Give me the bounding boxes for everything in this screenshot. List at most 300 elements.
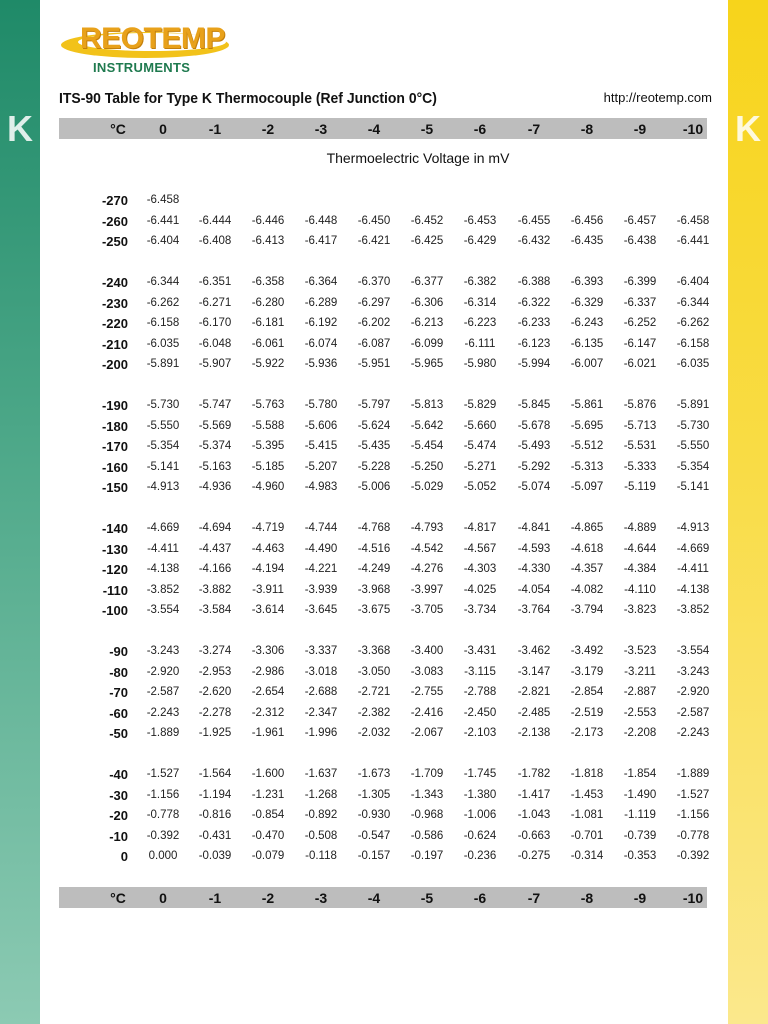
voltage-cell: -2.755 [410,686,444,699]
voltage-cell: -1.453 [570,788,604,801]
voltage-cell: -1.268 [304,788,338,801]
voltage-cell: -0.968 [410,809,444,822]
row-temperature-label: -70 [109,685,128,701]
voltage-cell: -6.192 [304,317,338,330]
table-row [0,460,768,478]
row-temperature-label: -110 [102,582,128,598]
voltage-cell: -5.250 [410,460,444,473]
voltage-cell: -0.118 [305,850,337,863]
voltage-cell: -5.994 [517,358,551,371]
header-offset-cell: -3 [314,121,328,137]
header-offset-cell: -8 [580,890,594,906]
voltage-cell: -6.446 [251,214,285,227]
row-temperature-label: -230 [101,295,128,311]
voltage-cell: -5.052 [463,481,497,494]
voltage-cell: -6.099 [410,337,444,350]
voltage-cell: -6.458 [676,214,710,227]
voltage-cell: -6.364 [304,276,338,288]
row-temperature-label: 0 [120,849,128,865]
voltage-cell: -1.854 [623,768,657,780]
voltage-cell: -4.744 [304,522,338,534]
voltage-cell: -5.415 [304,440,338,453]
row-temperature-label: -210 [101,336,128,352]
voltage-cell: -3.764 [517,604,551,617]
voltage-cell: -1.081 [570,809,604,822]
voltage-cell: -5.829 [463,399,497,411]
reotemp-logo[interactable] [60,12,240,82]
voltage-cell: -6.429 [463,235,497,248]
voltage-cell: -3.939 [304,583,338,596]
voltage-cell: -0.508 [304,829,338,842]
voltage-cell: -2.788 [463,686,497,699]
voltage-cell: -6.358 [251,276,285,288]
voltage-cell: -0.930 [357,809,391,822]
voltage-cell: -2.208 [623,727,657,740]
voltage-cell: -4.593 [517,542,551,555]
voltage-cell: -6.382 [463,276,497,288]
voltage-cell: -6.158 [146,317,180,330]
voltage-cell: -3.794 [570,604,604,617]
voltage-cell: -6.252 [623,317,657,330]
voltage-cell: -4.936 [198,481,232,494]
voltage-cell: -5.747 [198,399,232,411]
table-row [0,685,768,703]
row-temperature-label: -140 [101,521,128,536]
voltage-cell: -6.344 [146,276,180,288]
voltage-cell: -0.431 [198,829,232,842]
voltage-cell: -6.404 [146,235,180,248]
voltage-cell: -6.457 [623,214,657,227]
voltage-cell: -1.194 [198,788,232,801]
voltage-cell: -6.297 [357,296,391,309]
voltage-cell: -0.739 [623,829,657,842]
table-row [0,316,768,334]
voltage-cell: -5.292 [517,460,551,473]
voltage-cell: -5.313 [570,460,604,473]
voltage-cell: -4.865 [570,522,604,534]
voltage-cell: -2.688 [304,686,338,699]
voltage-cell: -4.330 [517,563,551,576]
voltage-cell: -6.243 [570,317,604,330]
voltage-cell: -4.054 [517,583,551,596]
voltage-cell: -6.233 [517,317,551,330]
voltage-cell: -6.271 [198,296,232,309]
voltage-cell: -0.663 [517,829,551,842]
voltage-cell: -5.474 [463,440,497,453]
voltage-cell: -0.816 [198,809,232,822]
voltage-cell: -5.006 [357,481,391,494]
voltage-cell: -0.079 [251,850,285,863]
row-temperature-label: -40 [109,767,128,782]
voltage-cell: -6.388 [517,276,551,288]
row-temperature-label: -160 [101,459,128,475]
header-offset-cell: -3 [314,890,328,906]
voltage-cell: -6.448 [304,214,338,227]
voltage-cell: -6.147 [623,337,657,350]
voltage-cell: -5.922 [251,358,285,371]
voltage-cell: -1.343 [410,788,444,801]
voltage-cell: -5.730 [676,419,710,432]
voltage-cell: -1.527 [676,788,710,801]
voltage-cell: -5.951 [357,358,391,371]
voltage-cell: -3.645 [304,604,338,617]
voltage-cell: -1.305 [357,788,391,801]
voltage-cell: -5.588 [251,419,285,432]
voltage-cell: -6.452 [410,214,444,227]
voltage-cell: -3.734 [463,604,497,617]
voltage-cell: -3.274 [198,645,232,657]
voltage-cell: -0.892 [304,809,338,822]
voltage-cell: -3.431 [463,645,497,657]
voltage-cell: -2.920 [146,665,180,678]
voltage-cell: -1.043 [517,809,551,822]
voltage-cell: -4.669 [146,522,180,534]
voltage-cell: -0.778 [146,809,180,822]
voltage-cell: -4.221 [304,563,338,576]
voltage-cell: -6.007 [570,358,604,371]
voltage-cell: -4.913 [146,481,180,494]
voltage-cell: -3.018 [304,665,338,678]
voltage-cell: -2.986 [251,665,285,678]
voltage-cell: -5.642 [410,419,444,432]
voltage-cell: -4.889 [623,522,657,534]
voltage-cell: -6.456 [570,214,604,227]
table-row [0,562,768,580]
voltage-cell: -0.470 [251,829,285,842]
table-row [0,521,768,539]
voltage-cell: -2.067 [410,727,444,740]
voltage-cell: -6.021 [623,358,657,371]
table-row [0,275,768,293]
voltage-cell: -0.547 [357,829,391,842]
left-k-letter: K [7,108,33,149]
voltage-cell: -5.713 [623,419,657,432]
right-k-letter: K [735,108,761,149]
header-unit-cell: °C [110,890,126,906]
voltage-cell: -1.673 [357,768,391,780]
voltage-cell: -5.845 [517,399,551,411]
voltage-cell: -5.097 [570,481,604,494]
voltage-cell: -6.438 [623,235,657,248]
header-offset-cell: -6 [473,121,487,137]
voltage-cell: -2.654 [251,686,285,699]
table-row [0,337,768,355]
voltage-cell: -4.384 [623,563,657,576]
voltage-cell: -5.435 [357,440,391,453]
voltage-cell: -3.554 [146,604,180,617]
voltage-cell: -6.399 [623,276,657,288]
voltage-cell: -5.074 [517,481,551,494]
voltage-cell: -5.891 [146,358,180,371]
logo-wordmark: REOTEMP [80,22,225,55]
row-temperature-label: -270 [101,193,128,208]
row-temperature-label: -10 [109,828,128,844]
voltage-cell: -3.462 [517,645,551,657]
voltage-cell: -1.600 [251,768,285,780]
voltage-cell: -5.163 [198,460,232,473]
voltage-cell: -6.425 [410,235,444,248]
voltage-cell: -6.455 [517,214,551,227]
voltage-cell: -5.119 [624,481,656,494]
voltage-cell: -6.262 [146,296,180,309]
voltage-cell: -6.158 [676,337,710,350]
voltage-cell: -0.392 [146,829,180,842]
table-row [0,788,768,806]
row-temperature-label: -260 [101,213,128,229]
voltage-cell: -2.243 [676,727,710,740]
left-green-bar [0,0,40,1024]
voltage-cell: -2.103 [463,727,497,740]
voltage-cell: -6.111 [464,337,496,350]
voltage-cell: -5.454 [410,440,444,453]
voltage-cell: -4.303 [463,563,497,576]
table-row [0,603,768,621]
voltage-cell: -5.550 [146,419,180,432]
voltage-cell: -6.035 [676,358,710,371]
voltage-cell: -6.413 [251,235,285,248]
voltage-cell: -6.404 [676,276,710,288]
header-offset-cell: -10 [682,121,704,137]
voltage-cell: -6.181 [251,317,285,330]
voltage-cell: -3.492 [570,645,604,657]
voltage-cell: -6.262 [676,317,710,330]
voltage-cell: -1.119 [624,809,656,822]
header-offset-cell: -1 [208,890,222,906]
voltage-cell: -4.793 [410,522,444,534]
voltage-cell: -2.450 [463,706,497,719]
voltage-cell: -3.997 [410,583,444,596]
voltage-cell: -4.025 [463,583,497,596]
header-offset-cell: -9 [633,890,647,906]
header-offset-cell: -5 [420,890,434,906]
voltage-cell: -5.550 [676,440,710,453]
document-title: ITS-90 Table for Type K Thermocouple (Ref Junction 0°C) [59,90,437,107]
voltage-cell: -3.147 [517,665,551,678]
voltage-cell: -3.968 [357,583,391,596]
voltage-cell: -2.032 [357,727,391,740]
voltage-cell: -6.061 [251,337,285,350]
row-temperature-label: -100 [101,603,128,619]
voltage-cell: -4.411 [677,563,709,576]
voltage-cell: -1.231 [251,788,285,801]
voltage-cell: -0.624 [463,829,497,842]
voltage-cell: -6.074 [304,337,338,350]
table-row [0,767,768,785]
voltage-cell: -5.797 [357,399,391,411]
voltage-cell: -4.138 [146,563,180,576]
voltage-cell: -6.351 [198,276,232,288]
voltage-cell: -4.357 [570,563,604,576]
voltage-cell: -3.584 [198,604,232,617]
voltage-cell: -2.519 [570,706,604,719]
voltage-cell: -6.458 [146,194,180,206]
voltage-cell: -3.852 [676,604,710,617]
voltage-cell: -4.411 [147,542,179,555]
row-temperature-label: -190 [101,398,128,413]
voltage-cell: -4.913 [676,522,710,534]
voltage-cell: -3.211 [624,665,656,678]
table-row [0,849,768,867]
voltage-cell: -5.141 [146,460,180,473]
header-offset-cell: -4 [367,890,381,906]
voltage-cell: -5.980 [463,358,497,371]
header-offset-cell: -2 [261,121,275,137]
voltage-cell: -5.876 [623,399,657,411]
voltage-cell: -1.637 [304,768,338,780]
voltage-cell: -6.344 [676,296,710,309]
voltage-cell: -5.395 [251,440,285,453]
voltage-cell: -6.289 [304,296,338,309]
table-row [0,665,768,683]
voltage-cell: -2.887 [623,686,657,699]
voltage-cell: -3.337 [304,645,338,657]
voltage-cell: -5.606 [304,419,338,432]
voltage-cell: -5.813 [410,399,444,411]
voltage-cell: -3.523 [623,645,657,657]
voltage-cell: -5.207 [304,460,338,473]
voltage-cell: -2.821 [517,686,551,699]
row-temperature-label: -150 [101,480,128,496]
voltage-cell: -5.763 [251,399,285,411]
row-temperature-label: -80 [109,664,128,680]
voltage-cell: 0.000 [148,850,178,863]
header-unit-cell: °C [110,121,126,137]
voltage-cell: -5.531 [623,440,657,453]
row-temperature-label: -200 [101,357,128,373]
table-header-bottom [59,887,707,908]
voltage-cell: -3.243 [146,645,180,657]
voltage-cell: -1.417 [517,788,551,801]
row-temperature-label: -90 [109,644,128,659]
voltage-cell: -6.393 [570,276,604,288]
voltage-cell: -6.135 [570,337,604,350]
voltage-cell: -6.306 [410,296,444,309]
row-temperature-label: -20 [109,808,128,824]
header-offset-cell: -9 [633,121,647,137]
voltage-cell: -1.782 [517,768,551,780]
voltage-cell: -0.392 [676,850,710,863]
voltage-cell: -3.050 [357,665,391,678]
voltage-cell: -3.115 [464,665,496,678]
header-offset-cell: -7 [527,121,541,137]
voltage-cell: -0.039 [198,850,232,863]
voltage-cell: -5.695 [570,419,604,432]
voltage-cell: -6.450 [357,214,391,227]
voltage-cell: -3.882 [198,583,232,596]
voltage-cell: -3.554 [676,645,710,657]
table-row [0,644,768,662]
voltage-cell: -3.614 [251,604,285,617]
header-offset-cell: -8 [580,121,594,137]
voltage-cell: -5.936 [304,358,338,371]
header-offset-cell: -6 [473,890,487,906]
voltage-cell: -1.961 [251,727,285,740]
voltage-cell: -6.048 [198,337,232,350]
table-row [0,583,768,601]
voltage-cell: -2.553 [623,706,657,719]
row-temperature-label: -180 [101,418,128,434]
voltage-cell: -0.701 [570,829,604,842]
voltage-cell: -3.368 [357,645,391,657]
table-row [0,296,768,314]
table-row [0,419,768,437]
voltage-cell: -6.280 [251,296,285,309]
voltage-cell: -0.314 [570,850,604,863]
voltage-cell: -3.083 [410,665,444,678]
voltage-cell: -6.223 [463,317,497,330]
voltage-cell: -4.276 [410,563,444,576]
voltage-cell: -2.854 [570,686,604,699]
voltage-cell: -2.243 [146,706,180,719]
voltage-cell: -5.660 [463,419,497,432]
voltage-cell: -4.490 [304,542,338,555]
voltage-cell: -0.353 [623,850,657,863]
voltage-cell: -6.421 [357,235,391,248]
website-link[interactable]: http://reotemp.com [603,90,712,105]
voltage-cell: -4.463 [251,542,285,555]
voltage-cell: -1.745 [463,768,497,780]
table-row [0,542,768,560]
voltage-cell: -5.569 [198,419,232,432]
voltage-cell: -6.329 [570,296,604,309]
voltage-cell: -0.236 [463,850,497,863]
voltage-cell: -1.709 [410,768,444,780]
voltage-cell: -6.170 [198,317,232,330]
voltage-cell: -4.110 [624,583,656,596]
voltage-cell: -4.166 [198,563,232,576]
table-row [0,214,768,232]
row-temperature-label: -250 [101,234,128,250]
header-offset-cell: -7 [527,890,541,906]
voltage-cell: -4.694 [198,522,232,534]
voltage-cell: -1.156 [676,809,710,822]
voltage-cell: -4.138 [676,583,710,596]
header-offset-cell: 0 [159,121,167,137]
voltage-cell: -4.542 [410,542,444,555]
table-row [0,706,768,724]
table-row [0,726,768,744]
voltage-cell: -1.490 [623,788,657,801]
voltage-cell: -5.512 [570,440,604,453]
voltage-cell: -5.185 [251,460,285,473]
voltage-cell: -2.920 [676,686,710,699]
voltage-cell: -5.861 [570,399,604,411]
voltage-cell: -2.485 [517,706,551,719]
voltage-cell: -2.173 [570,727,604,740]
voltage-cell: -4.983 [304,481,338,494]
table-row [0,439,768,457]
voltage-cell: -2.587 [676,706,710,719]
voltage-cell: -6.123 [517,337,551,350]
voltage-cell: -0.157 [357,850,391,863]
voltage-cell: -3.705 [410,604,444,617]
voltage-cell: -4.960 [251,481,285,494]
voltage-cell: -5.730 [146,399,180,411]
voltage-cell: -6.035 [146,337,180,350]
voltage-cell: -0.854 [251,809,285,822]
voltage-cell: -1.564 [198,768,232,780]
row-temperature-label: -240 [101,275,128,290]
voltage-cell: -5.141 [676,481,710,494]
voltage-cell: -1.006 [463,809,497,822]
voltage-cell: -2.138 [517,727,551,740]
row-temperature-label: -50 [109,726,128,742]
voltage-cell: -3.852 [146,583,180,596]
voltage-cell: -2.278 [198,706,232,719]
voltage-cell: -4.516 [357,542,391,555]
voltage-cell: -4.669 [676,542,710,555]
voltage-cell: -6.435 [570,235,604,248]
